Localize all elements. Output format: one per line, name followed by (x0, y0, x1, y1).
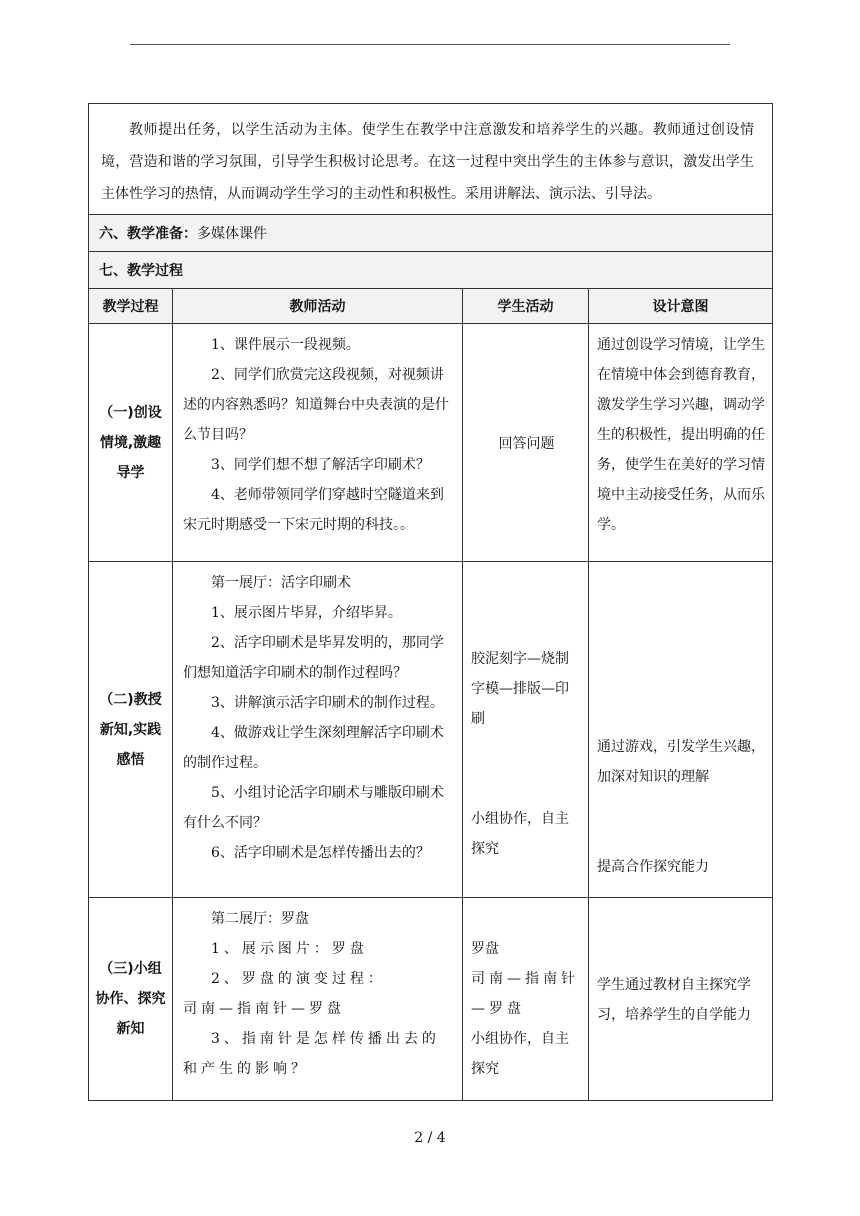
header-intent: 设计意图 (589, 289, 773, 324)
teacher-line: 1、课件展示一段视频。 (211, 337, 360, 353)
stage-3-row (89, 898, 773, 1101)
intent-cooperate: 提高合作探究能力 (597, 859, 709, 875)
teacher-line: 6、活字印刷术是怎样传播出去的？ (211, 845, 430, 861)
stage-1-row (89, 324, 773, 562)
teacher-line: 4、做游戏让学生深刻理解活字印刷术的制作过程。 (183, 725, 444, 771)
section-7-title: 七、教学过程 (99, 263, 183, 279)
section-6-text: 多媒体课件 (197, 226, 267, 242)
stage-1-teacher (173, 324, 463, 562)
intro-paragraph: 教师提出任务，以学生活动为主体。使学生在教学中注意激发和培养学生的兴趣。教师通过创设情境，营造和谐的学习氛围，引导学生积极讨论思考。在这一过程中突出学生的主体参与意识，激发出学生主体性学习的热情，从而调动学生学习的主动性和积极性。采用讲解法、演示法、引导法。 (89, 104, 773, 215)
student-group: 小组协作，自主探究 (471, 811, 569, 857)
stage-2-intent (589, 562, 773, 898)
section-6 (89, 215, 773, 252)
header-teacher: 教师活动 (173, 289, 463, 324)
stage-3-student (463, 898, 589, 1101)
header-student: 学生活动 (463, 289, 589, 324)
student-line: 小组协作，自主探究 (471, 1031, 569, 1077)
teacher-line: 2、活字印刷术是毕昇发明的，那同学们想知道活字印刷术的制作过程吗？ (183, 635, 444, 681)
teacher-line: 3、讲解演示活字印刷术的制作过程。 (211, 695, 444, 711)
teacher-line: 2、罗盘的演变过程： (211, 971, 386, 987)
teacher-line: 5、小组讨论活字印刷术与雕版印刷术有什么不同？ (183, 785, 444, 831)
intent-game: 通过游戏，引发学生兴趣，加深对知识的理解 (597, 739, 765, 785)
teacher-line: 第二展厅：罗盘 (211, 911, 309, 927)
stage-2-teacher (173, 562, 463, 898)
teacher-line: 司南—指南针—罗盘 (183, 1001, 345, 1017)
stage-3-teacher (173, 898, 463, 1101)
stage-1-student: 回答问题 (463, 324, 589, 562)
teacher-line: 4、老师带领同学们穿越时空隧道来到宋元时期感受一下宋元时期的科技。。 (183, 487, 444, 533)
stage-3-name: （三)小组协作、探究新知 (89, 898, 173, 1101)
teacher-line: 1、展示图片：罗盘 (211, 941, 368, 957)
student-line: 司南—指南针—罗盘 (471, 971, 579, 1017)
stage-1-name: （一)创设情境,激趣导学 (89, 324, 173, 562)
header-rule (130, 44, 730, 45)
teacher-line: 2、同学们欣赏完这段视频，对视频讲述的内容熟悉吗？知道舞台中央表演的是什么节目吗？ (183, 367, 449, 443)
stage-1-intent: 通过创设学习情境，让学生在情境中体会到德育教育，激发学生学习兴趣，调动学生的积极性，提出明确的任务，使学生在美好的学习情境中主动接受任务，从而乐学。 (589, 324, 773, 562)
student-process: 胶泥刻字—烧制字模—排版—印刷 (471, 651, 569, 727)
teacher-line: 第一展厅：活字印刷术 (211, 575, 351, 591)
section-6-title: 六、教学准备： (99, 226, 197, 242)
header-stage: 教学过程 (89, 289, 173, 324)
page-number: 2 / 4 (414, 1130, 446, 1146)
section-7 (89, 252, 773, 289)
teacher-line: 1、展示图片毕昇，介绍毕昇。 (211, 605, 402, 621)
stage-2-name: （二)教授新知,实践感悟 (89, 562, 173, 898)
stage-2-student (463, 562, 589, 898)
teacher-line: 3、同学们想不想了解活字印刷术？ (211, 457, 430, 473)
stage-3-intent: 学生通过教材自主探究学习，培养学生的自学能力 (589, 898, 773, 1101)
student-line: 罗盘 (471, 941, 499, 957)
teacher-line: 3、指南针是怎样传播出去的和产生的影响？ (183, 1031, 440, 1077)
lesson-plan-table (88, 103, 773, 1101)
stage-2-row (89, 562, 773, 898)
